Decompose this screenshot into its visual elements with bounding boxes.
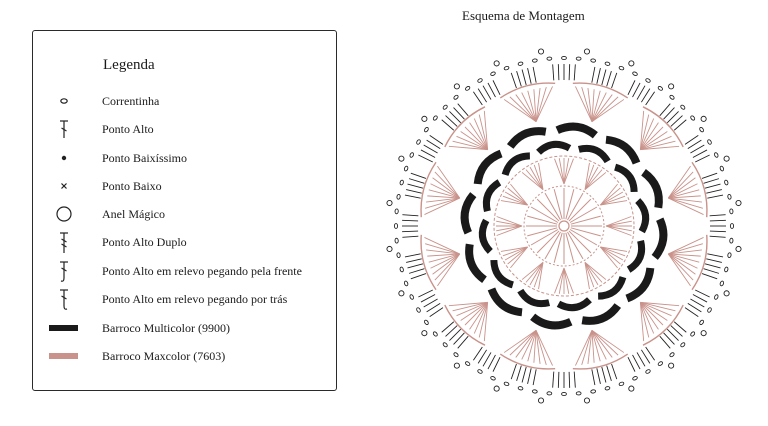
legend-item (33, 261, 333, 281)
diagram-title: Esquema de Montagem (462, 8, 585, 23)
legend-title: Legenda (103, 57, 155, 73)
outer-edging (387, 49, 741, 403)
double-crochet-icon (50, 119, 78, 139)
legend-item-label: Anel Mágico (102, 207, 165, 221)
back-post-dc-icon (50, 289, 78, 309)
legend-item-label: Ponto Baixíssimo (102, 151, 188, 165)
magic-ring-icon (50, 204, 78, 224)
doily-chart (378, 40, 750, 412)
legend-item (33, 204, 333, 224)
legend-item (33, 318, 333, 338)
legend-item-label: Ponto Baixo (102, 179, 162, 193)
legend-item (33, 346, 333, 366)
single-crochet-icon (50, 176, 78, 196)
legend-item-label: Ponto Alto em relevo pegando pela frente (102, 264, 302, 278)
round-1-spokes (524, 186, 604, 266)
legend-item-label: Barroco Maxcolor (7603) (102, 349, 226, 363)
chain-stitch-icon (50, 91, 78, 111)
legend-item (33, 232, 333, 252)
magic-ring-mark (559, 221, 569, 231)
legend-item (33, 119, 333, 139)
legend-item (33, 289, 333, 309)
legend-item-label: Ponto Alto (102, 122, 154, 136)
legend-item-label: Ponto Alto em relevo pegando por trás (102, 292, 288, 306)
legend-panel (32, 30, 337, 391)
front-post-dc-icon (50, 261, 78, 281)
legend-item-label: Ponto Alto Duplo (102, 235, 187, 249)
legend-item-label: Correntinha (102, 94, 160, 108)
round-2-fans (494, 156, 634, 296)
yarn-black-swatch (47, 318, 75, 338)
slip-stitch-icon (50, 148, 78, 168)
yarn-pink-swatch (47, 346, 75, 366)
legend-item-label: Barroco Multicolor (9900) (102, 321, 230, 335)
legend-item (33, 176, 333, 196)
legend-item (33, 91, 333, 111)
treble-crochet-icon (50, 232, 78, 252)
legend-item (33, 148, 333, 168)
